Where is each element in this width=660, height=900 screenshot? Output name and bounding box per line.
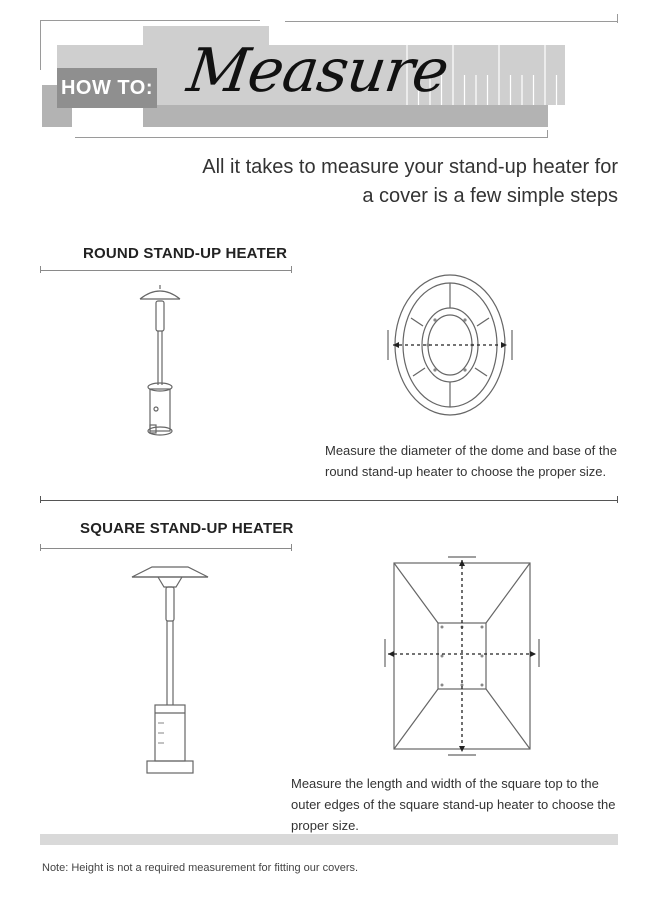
round-dome-diagram [385, 270, 515, 420]
square-top-diagram [382, 555, 542, 760]
howto-label: HOW TO: [57, 68, 157, 108]
rule-tick [291, 266, 292, 273]
footer-bar [40, 834, 618, 845]
intro-text: All it takes to measure your stand-up heater for a cover is a few simple steps [202, 156, 618, 207]
banner-frame-line [40, 20, 260, 21]
banner-frame-line [617, 14, 618, 23]
banner-frame-line [40, 20, 41, 70]
rule-tick [40, 266, 41, 273]
square-title-rule [40, 548, 292, 549]
round-heater-illustration [130, 285, 190, 445]
banner-frame-line [285, 21, 618, 22]
banner-frame-line [75, 137, 548, 138]
square-section-title: SQUARE STAND-UP HEATER [80, 520, 294, 537]
square-caption: Measure the length and width of the square top to the outer edges of the square stand-up heater to choose the proper size. [291, 776, 616, 833]
section-divider [40, 500, 618, 501]
banner-frame-line [547, 130, 548, 138]
round-title-rule [40, 270, 292, 271]
round-caption: Measure the diameter of the dome and base of the round stand-up heater to choose the proper size. [325, 443, 617, 479]
footer-note: Note: Height is not a required measurement for fitting our covers. [42, 862, 359, 874]
rule-tick [40, 544, 41, 551]
round-section-title: ROUND STAND-UP HEATER [83, 245, 288, 262]
banner-block [143, 105, 548, 127]
rule-tick [291, 544, 292, 551]
page-title: Measure [183, 36, 453, 106]
rule-tick [617, 496, 618, 503]
rule-tick [40, 496, 41, 503]
square-heater-illustration [128, 563, 210, 778]
